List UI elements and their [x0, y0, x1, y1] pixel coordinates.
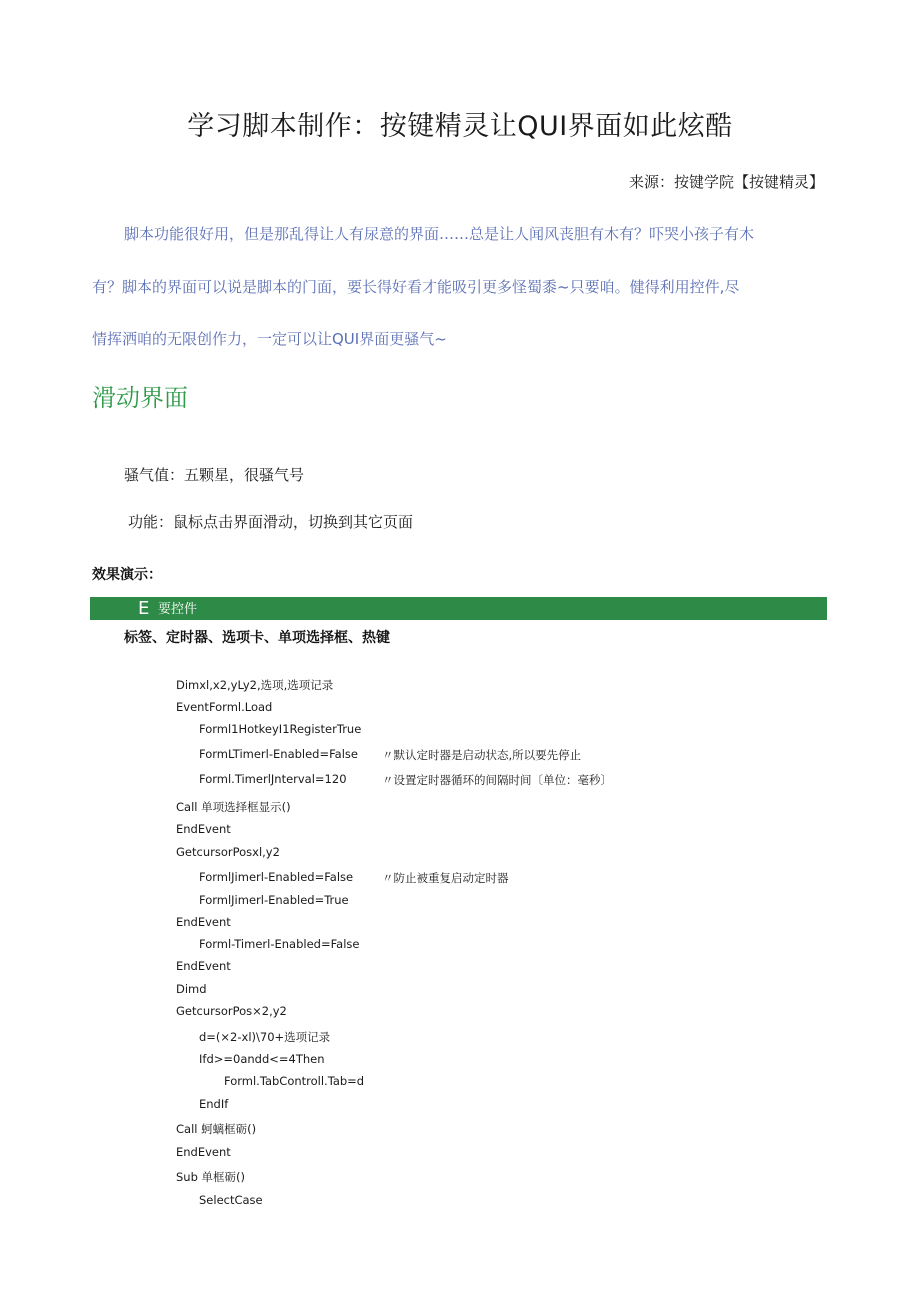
- code-line: Forml.TabControll.Tab=d: [224, 1074, 365, 1088]
- rating-line: 骚气值：五颗星，很骚气号: [124, 466, 305, 484]
- code-line: Call 单项选择框显示(): [176, 800, 291, 814]
- section-heading: 滑动界面: [92, 384, 188, 412]
- code-line: Ifd>=0andd<=4Then: [199, 1052, 325, 1066]
- source-line: 来源：按键学院【按键精灵】: [628, 173, 824, 191]
- code-comment: 〃默认定时器是启动状态,所以要先停止: [382, 748, 582, 762]
- code-line: FormlJimerl-Enabled=True: [199, 893, 349, 907]
- section-bar: [90, 597, 827, 620]
- function-line: 功能：鼠标点击界面滑动，切换到其它页面: [128, 513, 414, 531]
- code-line: EndEvent: [176, 915, 231, 929]
- code-line: FormlJimerl-Enabled=False: [199, 870, 354, 884]
- section-bar-letter: E: [138, 598, 150, 619]
- code-line: GetcursorPos×2,y2: [176, 1004, 287, 1018]
- controls-list: 标签、定时器、选项卡、单项选择框、热键: [124, 630, 390, 646]
- intro-paragraph-line: 有？脚本的界面可以说是脚本的门面，要长得好看才能吸引更多怪蜀黍~只要咱。健得利用控件,尽: [92, 278, 740, 296]
- code-line: Forml1HotkeyI1RegisterTrue: [199, 722, 362, 736]
- code-line: EndEvent: [176, 959, 231, 973]
- code-line: Forml.TimerlJnterval=120: [199, 772, 347, 786]
- code-line: d=(×2-xl)\70+选项记录: [199, 1030, 331, 1044]
- code-line: Sub 单框砺(): [176, 1170, 246, 1184]
- section-bar-label: 要控件: [158, 602, 198, 617]
- code-line: Dimd: [176, 982, 207, 996]
- code-line: GetcursorPosxl,y2: [176, 845, 280, 859]
- code-line: EndEvent: [176, 822, 231, 836]
- intro-paragraph-line: 情挥洒咱的无限创作力，一定可以让QUI界面更骚气~: [92, 330, 447, 348]
- code-line: Call 蚵螭框砺(): [176, 1122, 257, 1136]
- demo-label: 效果演示：: [92, 567, 162, 583]
- code-comment: 〃防止被重复启动定时器: [382, 871, 509, 885]
- code-line: FormLTimerl-Enabled=False: [199, 747, 358, 761]
- intro-paragraph-line: 脚本功能很好用，但是那乱得让人有尿意的界面……总是让人闻风丧胆有木有？吓哭小孩子有木: [124, 225, 755, 243]
- code-comment: 〃设置定时器循环的间隔时间〔单位：毫秒〕: [382, 773, 612, 787]
- code-line: EndIf: [199, 1097, 229, 1111]
- code-line: SelectCase: [199, 1193, 263, 1207]
- document-title: 学习脚本制作：按键精灵让QUI界面如此炫酷: [187, 111, 733, 142]
- code-line: Dimxl,x2,yLy2,选项,选项记录: [176, 678, 334, 692]
- code-line: EndEvent: [176, 1145, 231, 1159]
- code-line: EventForml.Load: [176, 700, 273, 714]
- code-line: Forml-Timerl-Enabled=False: [199, 937, 360, 951]
